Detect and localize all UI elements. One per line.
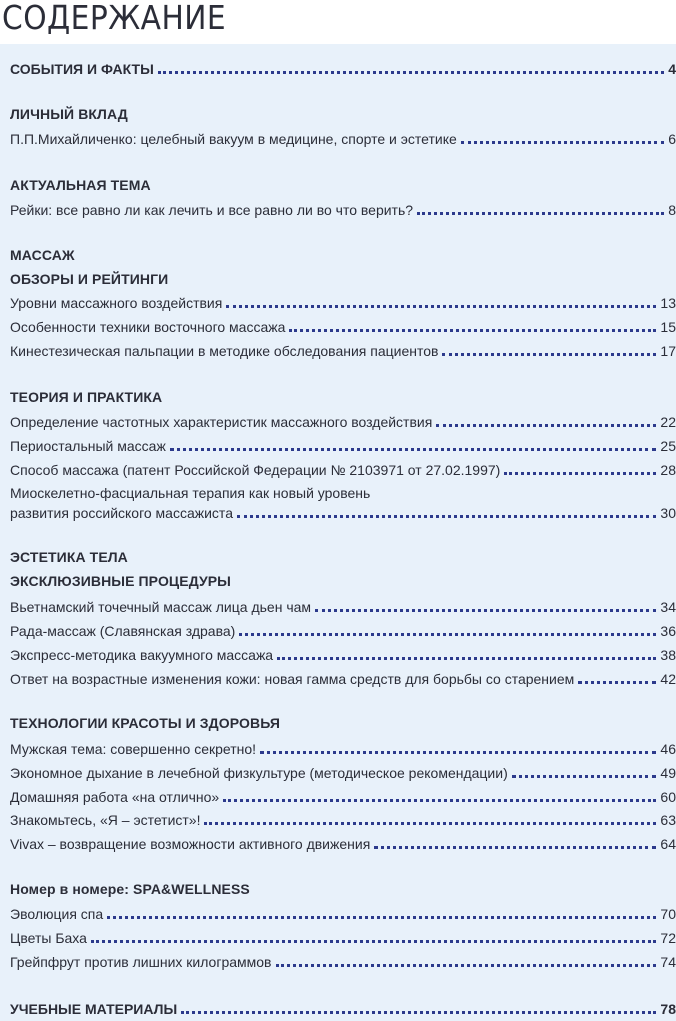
dot-leader [260, 751, 656, 754]
entry-title: П.П.Михайличенко: целебный вакуум в медицине, спорте и эстетике [10, 131, 457, 147]
section-heading: ТЕОРИЯ И ПРАКТИКА [10, 389, 163, 405]
page-number: 78 [660, 1001, 676, 1017]
dot-leader [276, 964, 657, 967]
page-number: 64 [660, 836, 676, 852]
entry-title: Определение частотных характеристик массажного воздействия [10, 414, 433, 430]
toc-entry[interactable] [10, 128, 676, 148]
toc-entry[interactable] [10, 502, 676, 522]
page-number: 22 [660, 414, 676, 430]
toc-entry[interactable] [10, 644, 676, 664]
dot-leader [289, 329, 656, 332]
section-heading: АКТУАЛЬНАЯ ТЕМА [10, 177, 151, 193]
entry-title: Экономное дыхание в лечебной физкультуре (методическое рекомендации) [10, 765, 508, 781]
dot-leader [107, 916, 656, 919]
dot-leader [181, 1011, 656, 1014]
dot-leader [277, 657, 656, 660]
page-number: 63 [660, 812, 676, 828]
toc-entry[interactable] [10, 316, 676, 336]
dot-leader [374, 846, 656, 849]
dot-leader [223, 799, 656, 802]
dot-leader [512, 775, 657, 778]
toc-entry[interactable] [10, 620, 676, 640]
page-number: 13 [660, 295, 676, 311]
page-number: 30 [660, 505, 676, 521]
section-subheading: ЭКСКЛЮЗИВНЫЕ ПРОЦЕДУРЫ [10, 573, 231, 589]
toc-entry[interactable] [10, 411, 676, 431]
page-number: 25 [660, 438, 676, 454]
toc-entry[interactable] [10, 292, 676, 312]
entry-title: Особенности техники восточного массажа [10, 319, 286, 335]
toc-entry[interactable] [10, 596, 676, 616]
toc-entry[interactable] [10, 786, 676, 806]
page-title: СОДЕРЖАНИЕ [2, 0, 227, 37]
page-number: 8 [668, 202, 676, 218]
entry-title: Уровни массажного воздействия [10, 295, 223, 311]
section-heading: ЛИЧНЫЙ ВКЛАД [10, 106, 128, 122]
toc-entry[interactable] [10, 809, 676, 829]
section-heading: СОБЫТИЯ И ФАКТЫ [10, 61, 154, 77]
page-number: 70 [660, 906, 676, 922]
toc-entry[interactable] [10, 199, 676, 219]
entry-title: Мужская тема: совершенно секретно! [10, 741, 257, 757]
toc-entry[interactable] [10, 903, 676, 923]
dot-leader [504, 472, 656, 475]
page-number: 6 [668, 131, 676, 147]
dot-leader [417, 212, 664, 215]
section-heading: МАССАЖ [10, 247, 75, 263]
dot-leader [226, 305, 656, 308]
page-number: 74 [660, 954, 676, 970]
entry-title: Цветы Баха [10, 930, 87, 946]
page-number: 36 [660, 623, 676, 639]
entry-title: Знакомьтесь, «Я – эстетист»! [10, 812, 201, 828]
page-number: 28 [660, 462, 676, 478]
entry-title: Кинестезическая пальпации в методике обследования пациентов [10, 343, 439, 359]
page-number: 42 [660, 671, 676, 687]
entry-title: Вьетнамский точечный массаж лица дьен чам [10, 599, 312, 615]
page-number: 15 [660, 319, 676, 335]
page-number: 72 [660, 930, 676, 946]
dot-leader [461, 141, 664, 144]
dot-leader [170, 448, 657, 451]
dot-leader [578, 681, 656, 684]
toc-entry[interactable] [10, 459, 676, 479]
dot-leader [239, 633, 656, 636]
page-number: 34 [660, 599, 676, 615]
entry-title: Рейки: все равно ли как лечить и все равно ли во что верить? [10, 202, 414, 218]
entry-title: Ответ на возрастные изменения кожи: новая гамма средств для борьбы со старением [10, 671, 575, 687]
entry-title: Периостальный массаж [10, 438, 166, 454]
toc-entry[interactable] [10, 668, 676, 688]
entry-title: Грейпфрут против лишних килограммов [10, 954, 272, 970]
section-heading: ТЕХНОЛОГИИ КРАСОТЫ И ЗДОРОВЬЯ [10, 715, 280, 731]
entry-title: Домашняя работа «на отлично» [10, 789, 220, 805]
entry-title: Способ массажа (патент Российской Федерации № 2103971 от 27.02.1997) [10, 462, 501, 478]
dot-leader [158, 71, 664, 74]
entry-title: Экспресс-методика вакуумного массажа [10, 647, 274, 663]
entry-title-line1: Миоскелетно-фасциальная терапия как новый уровень [10, 485, 371, 501]
dot-leader [237, 515, 656, 518]
toc-entry[interactable] [10, 340, 676, 360]
page-number: 4 [668, 61, 676, 77]
page-number: 60 [660, 789, 676, 805]
page-number: 38 [660, 647, 676, 663]
toc-entry[interactable] [10, 833, 676, 853]
entry-title-line2: развития российского массажиста [10, 505, 233, 521]
toc-entry-events[interactable] [10, 58, 676, 78]
dot-leader [442, 353, 656, 356]
entry-title: Vivax – возвращение возможности активного движения [10, 836, 371, 852]
section-heading: Номер в номере: SPA&WELLNESS [10, 881, 250, 897]
toc-entry[interactable] [10, 762, 676, 782]
section-heading: УЧЕБНЫЕ МАТЕРИАЛЫ [10, 1001, 178, 1017]
page-number: 46 [660, 741, 676, 757]
page-number: 49 [660, 765, 676, 781]
entry-title: Рада-массаж (Славянская здрава) [10, 623, 236, 639]
toc-entry[interactable] [10, 927, 676, 947]
entry-title: Эволюция спа [10, 906, 104, 922]
toc-entry[interactable] [10, 951, 676, 971]
page-number: 17 [660, 343, 676, 359]
section-subheading: ОБЗОРЫ И РЕЙТИНГИ [10, 271, 169, 287]
section-heading: ЭСТЕТИКА ТЕЛА [10, 549, 128, 565]
dot-leader [91, 940, 656, 943]
toc-entry-study[interactable] [10, 998, 676, 1018]
dot-leader [204, 822, 656, 825]
dot-leader [315, 609, 656, 612]
dot-leader [436, 424, 656, 427]
toc-entry[interactable] [10, 738, 676, 758]
toc-entry[interactable] [10, 435, 676, 455]
